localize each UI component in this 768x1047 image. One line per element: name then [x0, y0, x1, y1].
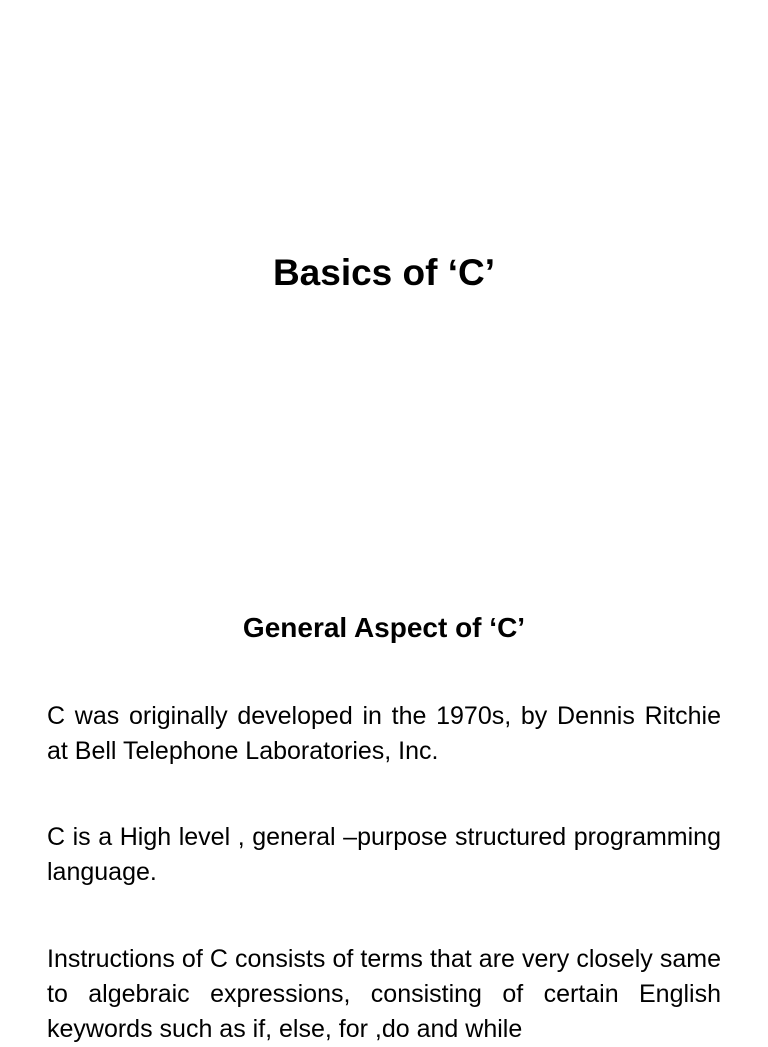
- paragraph-instructions: Instructions of C consists of terms that are very closely same to algebraic expressions, consisting of certain English keywords such as if, else, for ,do and while: [47, 945, 721, 1043]
- section-heading: General Aspect of ‘C’: [242, 612, 526, 643]
- slide-title: Basics of ‘C’: [272, 252, 496, 293]
- paragraph-language-type: C is a High level , general –purpose structured programming language.: [47, 823, 721, 886]
- paragraph-history: C was originally developed in the 1970s, by Dennis Ritchie at Bell Telephone Laboratories, Inc.: [47, 702, 721, 765]
